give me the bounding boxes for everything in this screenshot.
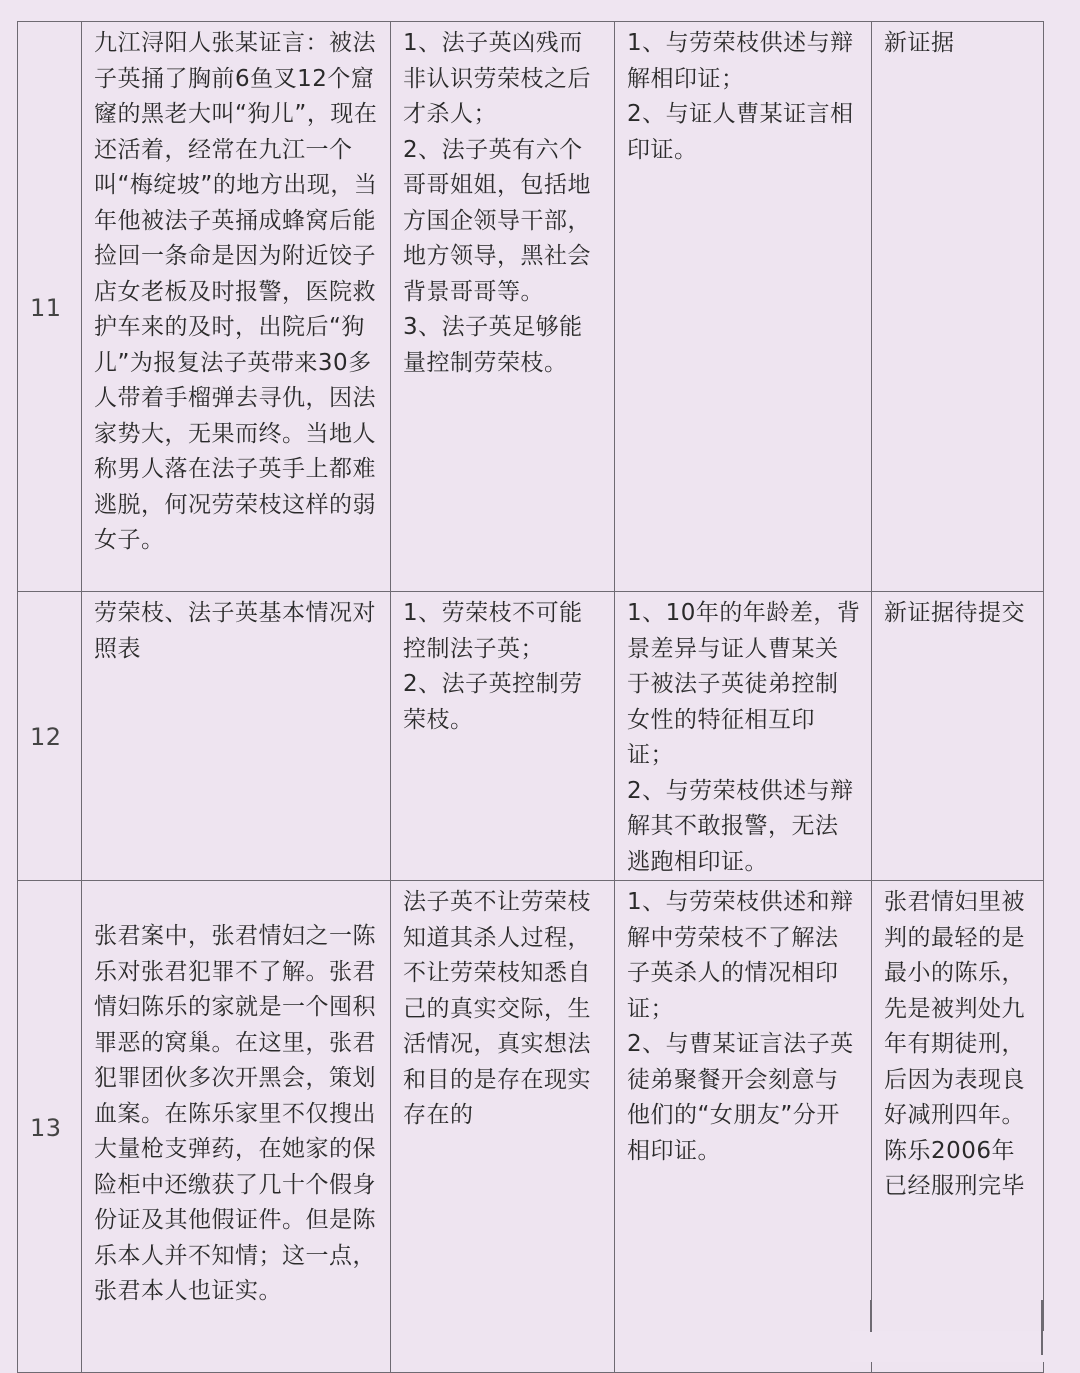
- purpose-cell: [391, 592, 615, 881]
- purpose-item: 法子英不让劳荣枝知道其杀人过程，不让劳荣枝知悉自己的真实交际，生活情况，真实想法和目的是存在现实存在的: [403, 889, 591, 1128]
- corroboration-item: 2、与证人曹某证言相印证。: [627, 101, 854, 163]
- purpose-cell: [391, 22, 615, 592]
- corroboration-item: 1、10年的年龄差，背景差异与证人曹某关于被法子英徒弟控制女性的特征相互印证；: [627, 600, 861, 768]
- evidence-cell: [82, 22, 391, 592]
- row-number: 11: [18, 22, 82, 592]
- corroboration-item: 2、与曹某证言法子英徒弟聚餐开会刻意与他们的“女朋友”分开相印证。: [627, 1031, 854, 1164]
- evidence-table: [17, 21, 1044, 1373]
- table-row: [18, 881, 1044, 1373]
- purpose-item: 3、法子英足够能量控制劳荣枝。: [403, 314, 583, 376]
- evidence-cell: [82, 592, 391, 881]
- note-cell: 新证据: [872, 22, 1044, 592]
- row-number: 12: [18, 592, 82, 881]
- purpose-item: 2、法子英有六个哥哥姐姐，包括地方国企领导干部，地方领导，黑社会背景哥哥等。: [403, 136, 591, 305]
- table-row: [18, 22, 1044, 592]
- corroboration-item: 1、与劳荣枝供述和辩解中劳荣枝不了解法子英杀人的情况相印证；: [627, 889, 854, 1022]
- corroboration-cell: [615, 592, 872, 881]
- corroboration-cell: [615, 22, 872, 592]
- column-divider-extension: [870, 1300, 872, 1332]
- note-cell: 新证据待提交: [872, 592, 1044, 881]
- purpose-item: 1、劳荣枝不可能控制法子英；: [403, 600, 583, 662]
- evidence-text: 九江浔阳人张某证言：被法子英捅了胸前6鱼叉12个窟窿的黑老大叫“狗儿”，现在还活着，经常在九江一个叫“梅绽坡”的地方出现，当年他被法子英捅成蜂窝后能捡回一条命是因为附近饺子店女老板及时报警，医院救护车来的及时，出院后“狗儿”为报复法子英带来30多人带着手榴弹去寻仇，因法家势大，无果而终。当地人称男人落在法子英手上都难逃脱，何况劳荣枝这样的弱女子。: [94, 30, 378, 553]
- corroboration-item: 1、与劳荣枝供述与辩解相印证；: [627, 30, 854, 92]
- purpose-item: 2、法子英控制劳荣枝。: [403, 671, 583, 733]
- corroboration-item: 2、与劳荣枝供述与辩解其不敢报警，无法逃跑相印证。: [627, 777, 854, 875]
- table-row: [18, 592, 1044, 881]
- purpose-item: 1、法子英凶残而非认识劳荣枝之后才杀人；: [403, 30, 591, 127]
- evidence-cell: [82, 881, 391, 1373]
- table-edge-extension: [1041, 1300, 1043, 1355]
- bottom-right-cutout: [850, 1331, 1050, 1362]
- row-number: 13: [18, 881, 82, 1373]
- purpose-cell: [391, 881, 615, 1373]
- note-cell: 张君情妇里被判的最轻的是最小的陈乐，先是被判处九年有期徒刑，后因为表现良好减刑四年。陈乐2006年已经服刑完毕: [872, 881, 1044, 1373]
- evidence-text: 张君案中，张君情妇之一陈乐对张君犯罪不了解。张君情妇陈乐的家就是一个囤积罪恶的窝巢。在这里，张君犯罪团伙多次开黑会，策划血案。在陈乐家里不仅搜出大量枪支弹药，在她家的保险柜中还缴获了几十个假身份证及其他假证件。但是陈乐本人并不知情；这一点，张君本人也证实。: [94, 923, 376, 1304]
- evidence-text: 劳荣枝、法子英基本情况对照表: [94, 600, 376, 662]
- corroboration-cell: [615, 881, 872, 1373]
